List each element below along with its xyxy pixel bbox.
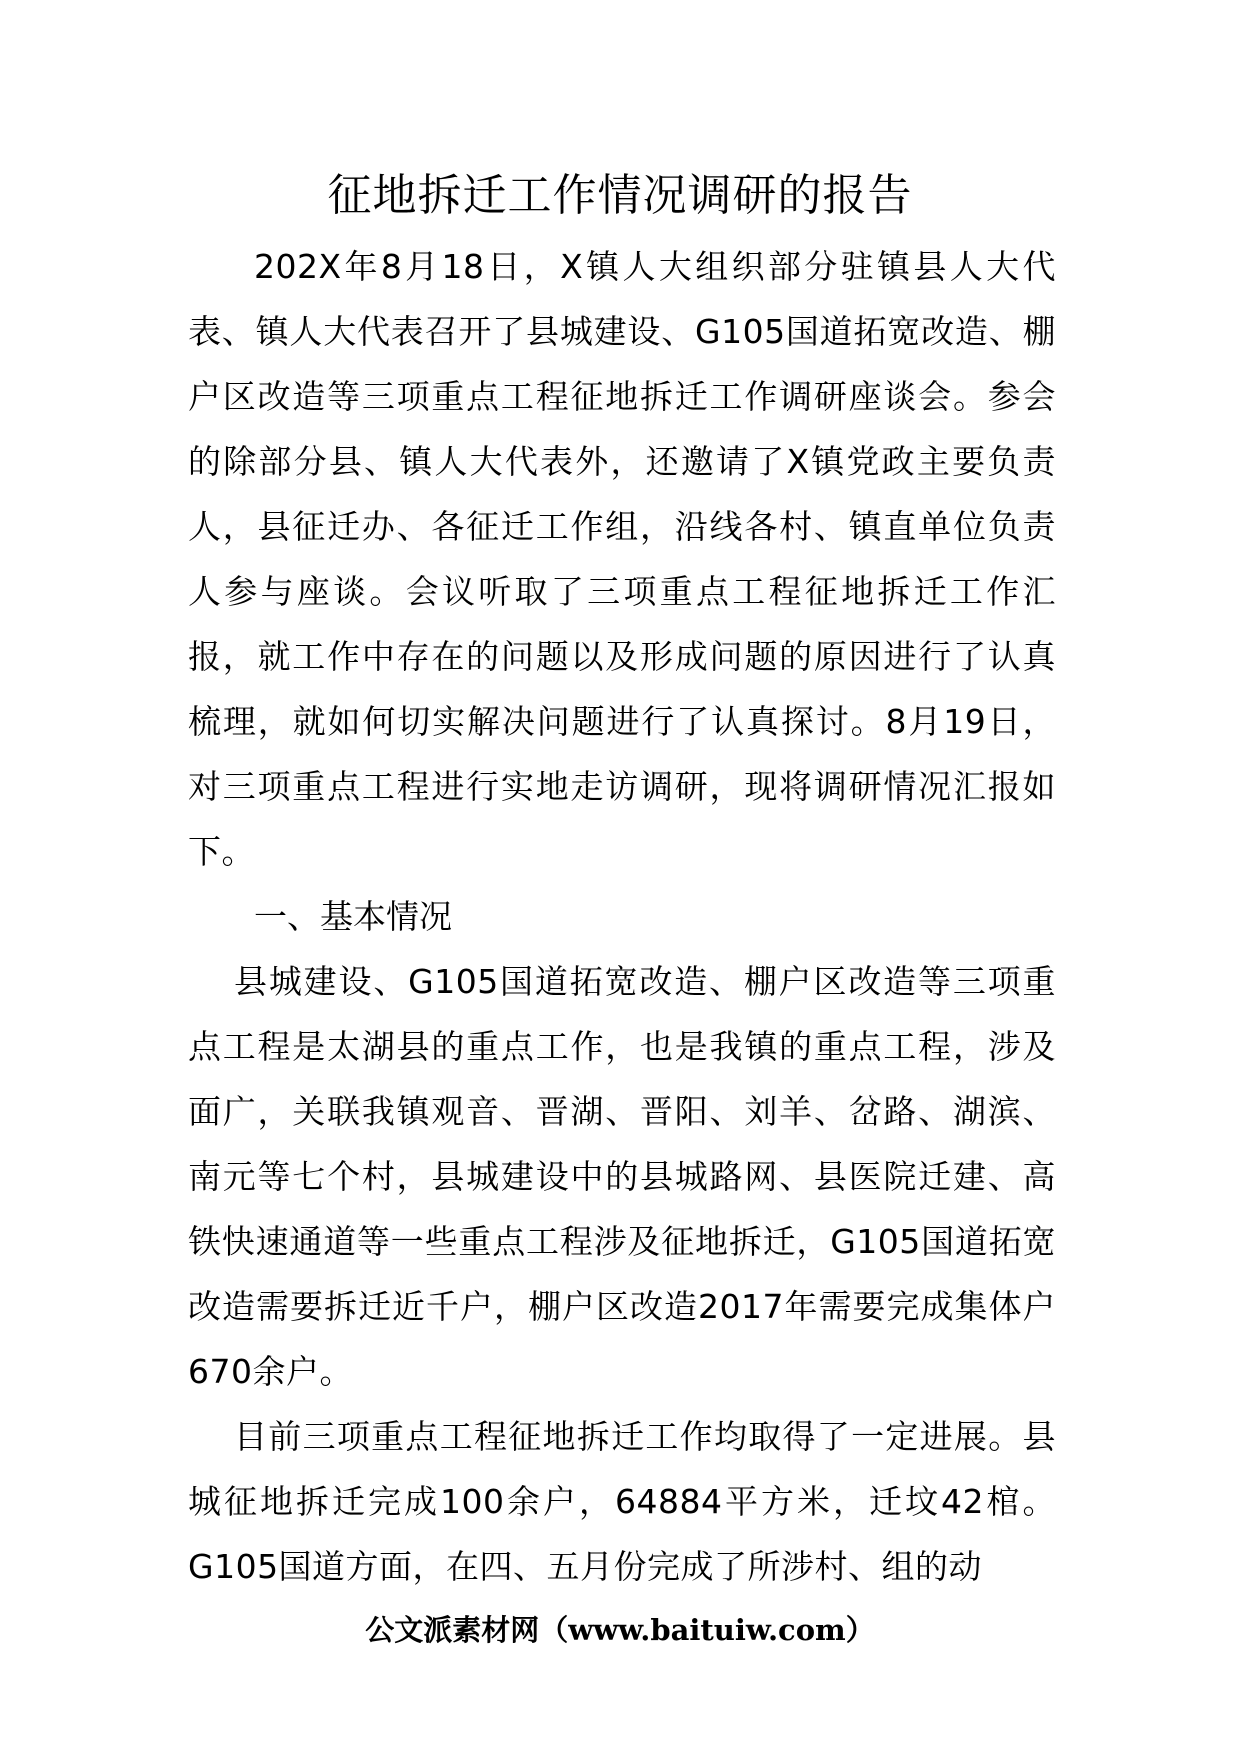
- section-heading: 一、基本情况: [254, 897, 452, 936]
- document-title: 征地拆迁工作情况调研的报告: [327, 170, 913, 221]
- intro-paragraph: 202X年8月18日，X镇人大组织部分驻镇县人大代表、镇人大代表召开了县城建设、G105国道拓宽改造、棚户区改造等三项重点工程征地拆迁工作调研座谈会。参会的除部分县、镇人大代表外，还邀请了X镇党政主要负责人，县征迁办、各征迁工作组，沿线各村、镇直单位负责人参与座谈。会议听取了三项重点工程征地拆迁工作汇报，就工作中存在的问题以及形成问题的原因进行了认真梳理，就如何切实解决问题进行了认真探讨。8月19日，对三项重点工程进行实地走访调研，现将调研情况汇报如下。: [188, 247, 1056, 871]
- basic-situation-paragraph: 县城建设、G105国道拓宽改造、棚户区改造等三项重点工程是太湖县的重点工作，也是我镇的重点工程，涉及面广，关联我镇观音、晋湖、晋阳、刘羊、岔路、湖滨、南元等七个村，县城建设中的县城路网、县医院迁建、高铁快速通道等一些重点工程涉及征地拆迁，G105国道拓宽改造需要拆迁近千户，棚户区改造2017年需要完成集体户670余户。: [188, 962, 1056, 1391]
- progress-paragraph: 目前三项重点工程征地拆迁工作均取得了一定进展。县城征地拆迁完成100余户，64884平方米，迁坟42棺。G105国道方面，在四、五月份完成了所涉村、组的动: [188, 1417, 1056, 1586]
- footer-watermark: 公文派素材网（www.baituiw.com）: [365, 1613, 875, 1647]
- document-body: [188, 234, 1056, 1599]
